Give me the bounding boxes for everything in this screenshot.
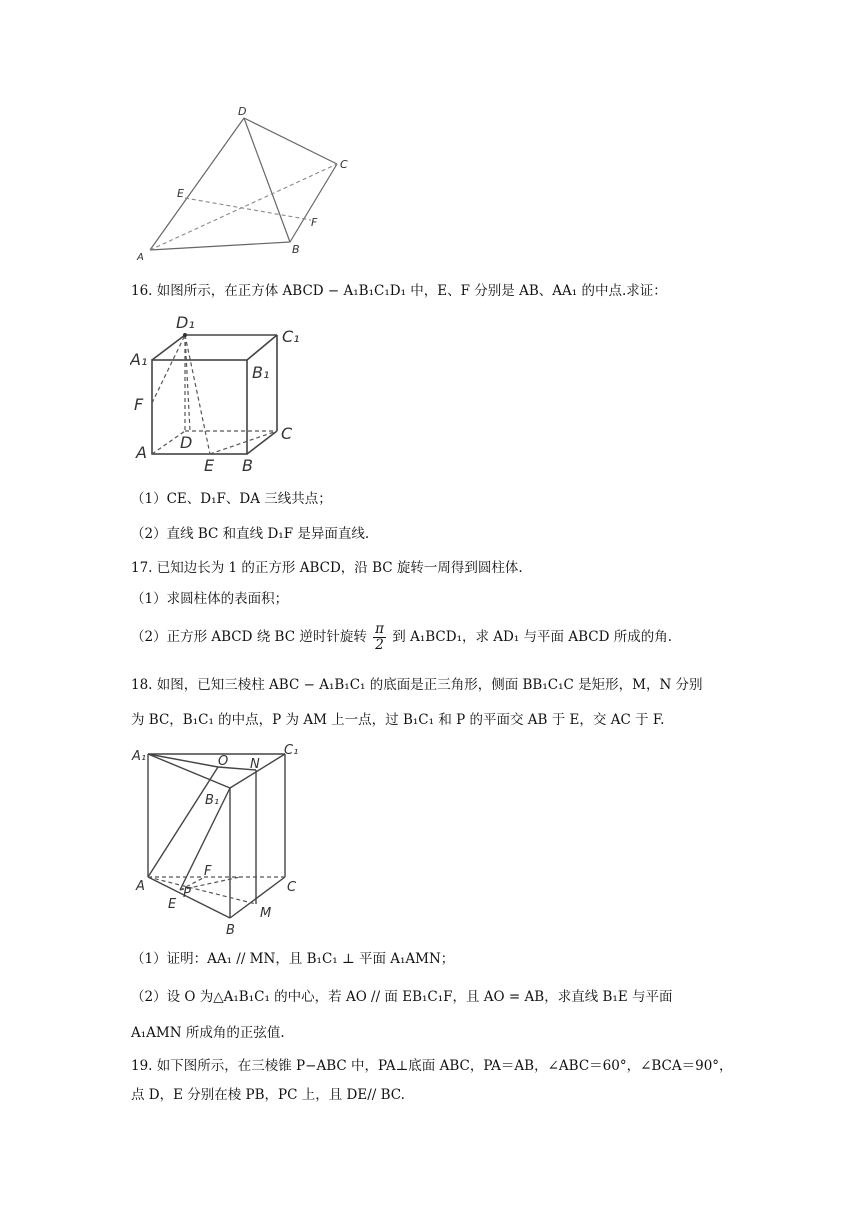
label-prism-N: N xyxy=(250,757,260,772)
q19-stem-line1: 19. 如下图所示，在三棱锥 P−ABC 中，PA⊥底面 ABC，PA＝AB，∠ABC＝60°，∠BCA＝90°， xyxy=(131,1058,733,1074)
figure-tetrahedron xyxy=(130,100,360,265)
q19-stem-line2: 点 D，E 分别在棱 PB，PC 上，且 DE// BC. xyxy=(131,1087,405,1103)
label-prism-A1: A₁ xyxy=(132,749,147,764)
label-tetra-F: F xyxy=(311,216,318,229)
label-cube-F: F xyxy=(134,395,144,414)
label-prism-A: A xyxy=(136,879,145,894)
q18-part2-line2: A₁AMN 所成角的正弦值. xyxy=(131,1025,285,1041)
fraction-denominator: 2 xyxy=(375,637,384,653)
q17-stem: 17. 已知边长为 1 的正方形 ABCD，沿 BC 旋转一周得到圆柱体. xyxy=(131,560,523,576)
figure-prism xyxy=(130,742,320,937)
q18-part2-line1: （2）设 O 为△A₁B₁C₁ 的中心，若 AO // 面 EB₁C₁F，且 AO = AB，求直线 B₁E 与平面 xyxy=(131,989,673,1005)
label-cube-B: B xyxy=(242,456,253,475)
q17-part2 xyxy=(131,620,672,654)
q18-stem-line2: 为 BC，B₁C₁ 的中点，P 为 AM 上一点，过 B₁C₁ 和 P 的平面交 AB 于 E，交 AC 于 F. xyxy=(131,712,665,728)
q16-stem: 16. 如图所示，在正方体 ABCD − A₁B₁C₁D₁ 中，E、F 分别是 AB、AA₁ 的中点.求证： xyxy=(131,283,667,299)
label-cube-D: D xyxy=(180,433,193,452)
fraction-pi-over-2 xyxy=(373,622,386,653)
label-prism-B: B xyxy=(226,923,235,937)
label-prism-E: E xyxy=(168,897,177,912)
label-cube-B1: B₁ xyxy=(252,363,270,382)
label-prism-C: C xyxy=(287,880,297,895)
label-tetra-A: A xyxy=(137,252,144,263)
q18-part1: （1）证明：AA₁ // MN，且 B₁C₁ ⊥ 平面 A₁AMN； xyxy=(131,951,455,967)
q17-part1: （1）求圆柱体的表面积； xyxy=(131,591,289,607)
q17-part2-b: 到 A₁BCD₁，求 AD₁ 与平面 ABCD 所成的角. xyxy=(392,629,672,645)
label-cube-A: A xyxy=(136,443,147,462)
label-prism-B1: B₁ xyxy=(205,793,220,808)
label-prism-M: M xyxy=(260,906,272,921)
fraction-numerator: π xyxy=(375,621,384,637)
label-cube-A1: A₁ xyxy=(130,350,148,369)
label-prism-F: F xyxy=(204,864,212,879)
label-prism-P: P xyxy=(183,886,191,901)
q16-part1: （1）CE、D₁F、DA 三线共点； xyxy=(131,491,332,507)
label-cube-E: E xyxy=(204,456,215,475)
label-cube-C1: C₁ xyxy=(282,327,300,346)
label-tetra-B: B xyxy=(292,243,300,256)
q17-part2-a: （2）正方形 ABCD 绕 BC 逆时针旋转 xyxy=(131,629,367,645)
label-tetra-D: D xyxy=(238,105,247,118)
q16-part2: （2）直线 BC 和直线 D₁F 是异面直线. xyxy=(131,526,370,542)
label-prism-C1: C₁ xyxy=(284,743,299,758)
label-cube-C: C xyxy=(281,424,293,443)
label-tetra-C: C xyxy=(340,158,348,171)
figure-cube xyxy=(130,308,310,478)
label-cube-D1: D₁ xyxy=(176,313,195,332)
label-prism-O: O xyxy=(218,754,229,769)
q18-stem-line1: 18. 如图，已知三棱柱 ABC − A₁B₁C₁ 的底面是正三角形，侧面 BB₁C₁C 是矩形，M，N 分别 xyxy=(131,677,703,693)
label-tetra-E: E xyxy=(177,187,184,200)
